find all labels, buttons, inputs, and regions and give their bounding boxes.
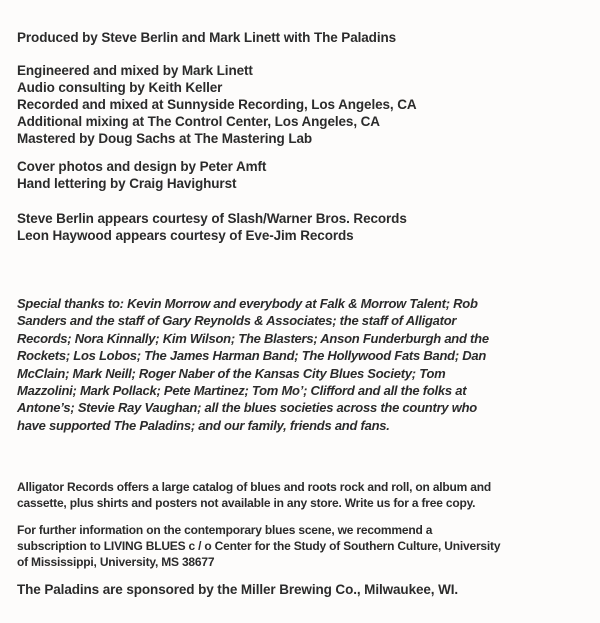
- produced-credit: [17, 0, 586, 46]
- sponsor-credit: [17, 581, 586, 598]
- living-blues-note: [17, 522, 586, 570]
- text-line: Additional mixing at The Control Center, Los Angeles, CA: [17, 114, 380, 129]
- text-line: Audio consulting by Keith Keller: [17, 80, 223, 95]
- text-line: Sanders and the staff of Gary Reynolds & Associates; the staff of Alligator: [17, 313, 457, 329]
- text-line: Recorded and mixed at Sunnyside Recording, Los Angeles, CA: [17, 97, 417, 112]
- text-line: Records; Nora Kinnally; Kim Wilson; The Blasters; Anson Funderburgh and the: [17, 330, 489, 346]
- special-thanks-paragraph: [17, 295, 586, 434]
- text-line: have supported The Paladins; and our family, friends and fans.: [17, 417, 390, 433]
- text-line: Leon Haywood appears courtesy of Eve-Jim Records: [17, 228, 354, 243]
- text-line: Special thanks to: Kevin Morrow and everybody at Falk & Morrow Talent; Rob: [17, 296, 478, 311]
- text-line: cassette, plus shirts and posters not available in any store. Write us for a free copy.: [17, 496, 476, 511]
- text-line: Rockets; Los Lobos; The James Harman Band; The Hollywood Fats Band; Dan: [17, 348, 487, 364]
- text-line: Engineered and mixed by Mark Linett: [17, 63, 253, 78]
- engineering-credits: [17, 62, 586, 147]
- text-line: For further information on the contemporary blues scene, we recommend a: [17, 523, 433, 538]
- text-line: McClain; Mark Neill; Roger Naber of the Kansas City Blues Society; Tom: [17, 365, 446, 381]
- design-credits: [17, 158, 586, 192]
- text-line: subscription to LIVING BLUES c / o Center for the Study of Southern Culture, University: [17, 539, 501, 554]
- text-line: Produced by Steve Berlin and Mark Linett with The Paladins: [17, 30, 397, 45]
- text-line: Steve Berlin appears courtesy of Slash/Warner Bros. Records: [17, 211, 407, 226]
- text-line: Hand lettering by Craig Havighurst: [17, 176, 237, 191]
- text-line: Mastered by Doug Sachs at The Mastering Lab: [17, 131, 313, 146]
- text-line: Antone’s; Stevie Ray Vaughan; all the blues societies across the country who: [17, 400, 477, 416]
- courtesy-credits: [17, 210, 586, 244]
- text-line: The Paladins are sponsored by the Miller Brewing Co., Milwaukee, WI.: [17, 582, 459, 598]
- text-line: Cover photos and design by Peter Amft: [17, 159, 267, 174]
- text-line: Mazzolini; Mark Pollack; Pete Martinez; Tom Mo’; Clifford and all the folks at: [17, 383, 467, 399]
- text-line: Alligator Records offers a large catalog of blues and roots rock and roll, on album and: [17, 480, 492, 495]
- text-line: of Mississippi, University, MS 38677: [17, 555, 215, 570]
- alligator-catalog-note: [17, 479, 586, 511]
